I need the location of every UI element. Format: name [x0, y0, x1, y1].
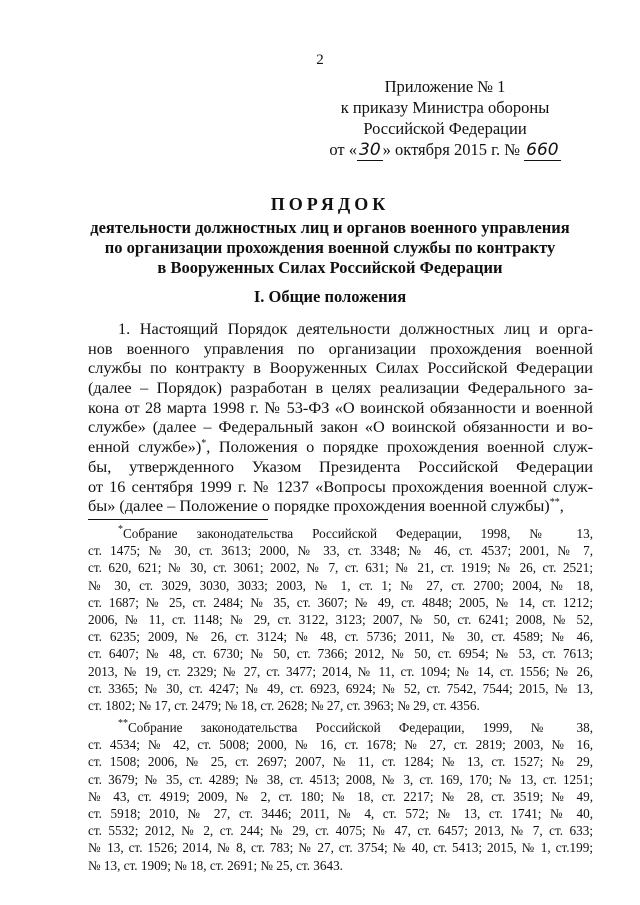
footnote-1-line: № 30, ст. 3029, 3030, 3033; 2003, № 1, ст. 1; № 27, ст. 2700; 2004, № 18,: [88, 577, 593, 593]
body-line: бы, утвержденного Указом Президента Российской Федерации: [88, 456, 593, 476]
section-heading: I. Общие положения: [253, 287, 407, 306]
title-subtitle-2: по организации прохождения военной службы по контракту: [104, 238, 556, 257]
body-line: 1. Настоящий Порядок деятельности должностных лиц и орга-: [118, 319, 593, 338]
appendix-block: [300, 76, 590, 161]
appendix-line-2: к приказу Министра обороны: [340, 98, 550, 117]
body-line: от 16 сентября 1999 г. № 1237 «Вопросы прохождения военной служ-: [88, 476, 593, 496]
body-line: службы по контракту в Вооруженных Силах Российской Федерации: [88, 358, 593, 378]
body-fragment: бы» (далее – Положение о порядке прохождения военной службы): [88, 496, 550, 516]
appendix-line-3: Российской Федерации: [363, 119, 527, 138]
body-line-with-footnote: [88, 437, 593, 457]
footnote-mark-2: **: [118, 718, 128, 730]
date-prefix: от «: [329, 140, 357, 159]
body-fragment: ,: [559, 496, 564, 516]
footnote-mark-1: *: [118, 524, 123, 535]
footnote-ref-2: **: [549, 497, 560, 509]
appendix-line-1: Приложение № 1: [384, 77, 506, 96]
appendix-date-line: [300, 139, 590, 161]
footnote-1-line: [88, 525, 593, 542]
body-line: (далее – Порядок) разработан в целях реализации Федерального за-: [88, 378, 593, 398]
footnote-2-line: № 43, ст. 4919; 2009, № 2, ст. 180; № 18, ст. 2217; № 28, ст. 3519; № 49,: [88, 788, 593, 804]
footnotes: [88, 525, 593, 874]
body-line: службе» (далее – Федеральный закон «О воинской обязанности и во-: [88, 417, 593, 437]
footnote-fragment: Собрание законодательства Российской Федерации, 1998, № 13,: [123, 526, 593, 541]
footnote-2-line: № 13, ст. 1526; 2014, № 8, ст. 783; № 27, ст. 3754; № 40, ст. 5413; 2015, № 1, ст.199;: [88, 840, 593, 856]
footnote-1-line: 2006, № 11, ст. 1148; № 29, ст. 3122, 3123; 2007, № 50, ст. 6241; 2008, № 52,: [88, 611, 593, 627]
footnote-ref-1: *: [201, 438, 207, 450]
body-fragment: енной службе»): [88, 437, 202, 457]
footnote-1-line: ст. 1687; № 25, ст. 2484; № 35, ст. 3607; № 49, ст. 4848; 2005, № 14, ст. 1212;: [88, 594, 593, 610]
body-fragment: , Положения о порядке прохождения военной служ-: [206, 437, 593, 457]
handwritten-order-number: 660: [526, 140, 559, 160]
footnote-2-line: ст. 5532; 2012, № 2, ст. 244; № 29, ст. 4075; № 47, ст. 6457; 2013, № 7, ст. 633;: [88, 823, 593, 839]
footnote-2-line: № 13, ст. 1909; № 18, ст. 2691; № 25, ст. 3643.: [88, 857, 343, 873]
title-subtitle-3: в Вооруженных Силах Российской Федерации: [157, 258, 503, 277]
title-main: ПОРЯДОК: [270, 194, 390, 214]
footnote-1-line: ст. 3365; № 30, ст. 4247; № 49, ст. 6923, 6924; № 52, ст. 7542, 7544; 2015, № 13,: [88, 680, 593, 696]
footnote-2-line: [88, 719, 593, 736]
footnote-1-line: ст. 1802; № 17, ст. 2479; № 18, ст. 2628; № 27, ст. 3963; № 29, ст. 4356.: [88, 697, 480, 713]
footnote-separator: [88, 519, 268, 520]
footnote-2-line: ст. 3679; № 35, ст. 4289; № 38, ст. 4513; 2008, № 3, ст. 169, 170; № 13, ст. 1251;: [88, 771, 593, 787]
date-middle: » октября 2015 г. №: [382, 140, 521, 159]
footnote-2-line: ст. 4534; № 42, ст. 5008; 2000, № 16, ст. 1678; № 27, ст. 2819; 2003, № 16,: [88, 737, 593, 753]
body-line: нов военного управления по организации прохождения военной: [88, 338, 593, 358]
paragraph-1: [88, 319, 593, 516]
footnote-1-line: ст. 6407; № 48, ст. 6730; № 50, ст. 7366; 2012, № 50, ст. 6954; № 53, ст. 7613;: [88, 646, 593, 662]
footnote-2-line: ст. 1508; 2006, № 25, ст. 2697; 2007, № 11, ст. 1284; № 13, ст. 1527; № 29,: [88, 754, 593, 770]
page-number: 2: [316, 52, 324, 68]
body-line-with-footnote: [88, 496, 593, 516]
footnote-1-line: ст. 620, 621; № 30, ст. 3061; 2002, № 7, ст. 631; № 21, ст. 1919; № 26, ст. 2521;: [88, 560, 593, 576]
footnote-1-line: 2013, № 19, ст. 2329; № 27, ст. 3477; 2014, № 11, ст. 1094; № 14, ст. 1556; № 26,: [88, 663, 593, 679]
body-line: кона от 28 марта 1998 г. № 53-ФЗ «О воинской обязанности и военной: [88, 397, 593, 417]
footnote-2-line: ст. 5918; 2010, № 27, ст. 3446; 2011, № 4, ст. 572; № 13, ст. 1741; № 40,: [88, 806, 593, 821]
document-title: [70, 193, 590, 278]
footnote-1-line: ст. 6235; 2009, № 26, ст. 3124; № 48, ст. 5736; 2011, № 30, ст. 4589; № 46,: [88, 629, 593, 645]
title-subtitle-1: деятельности должностных лиц и органов военного управления: [90, 218, 570, 237]
footnote-1-line: ст. 1475; № 30, ст. 3613; 2000, № 33, ст. 3348; № 46, ст. 4537; 2001, № 7,: [88, 543, 593, 559]
footnote-fragment: Собрание законодательства Российской Федерации, 1999, № 38,: [128, 720, 593, 736]
handwritten-day: 30: [359, 140, 381, 160]
